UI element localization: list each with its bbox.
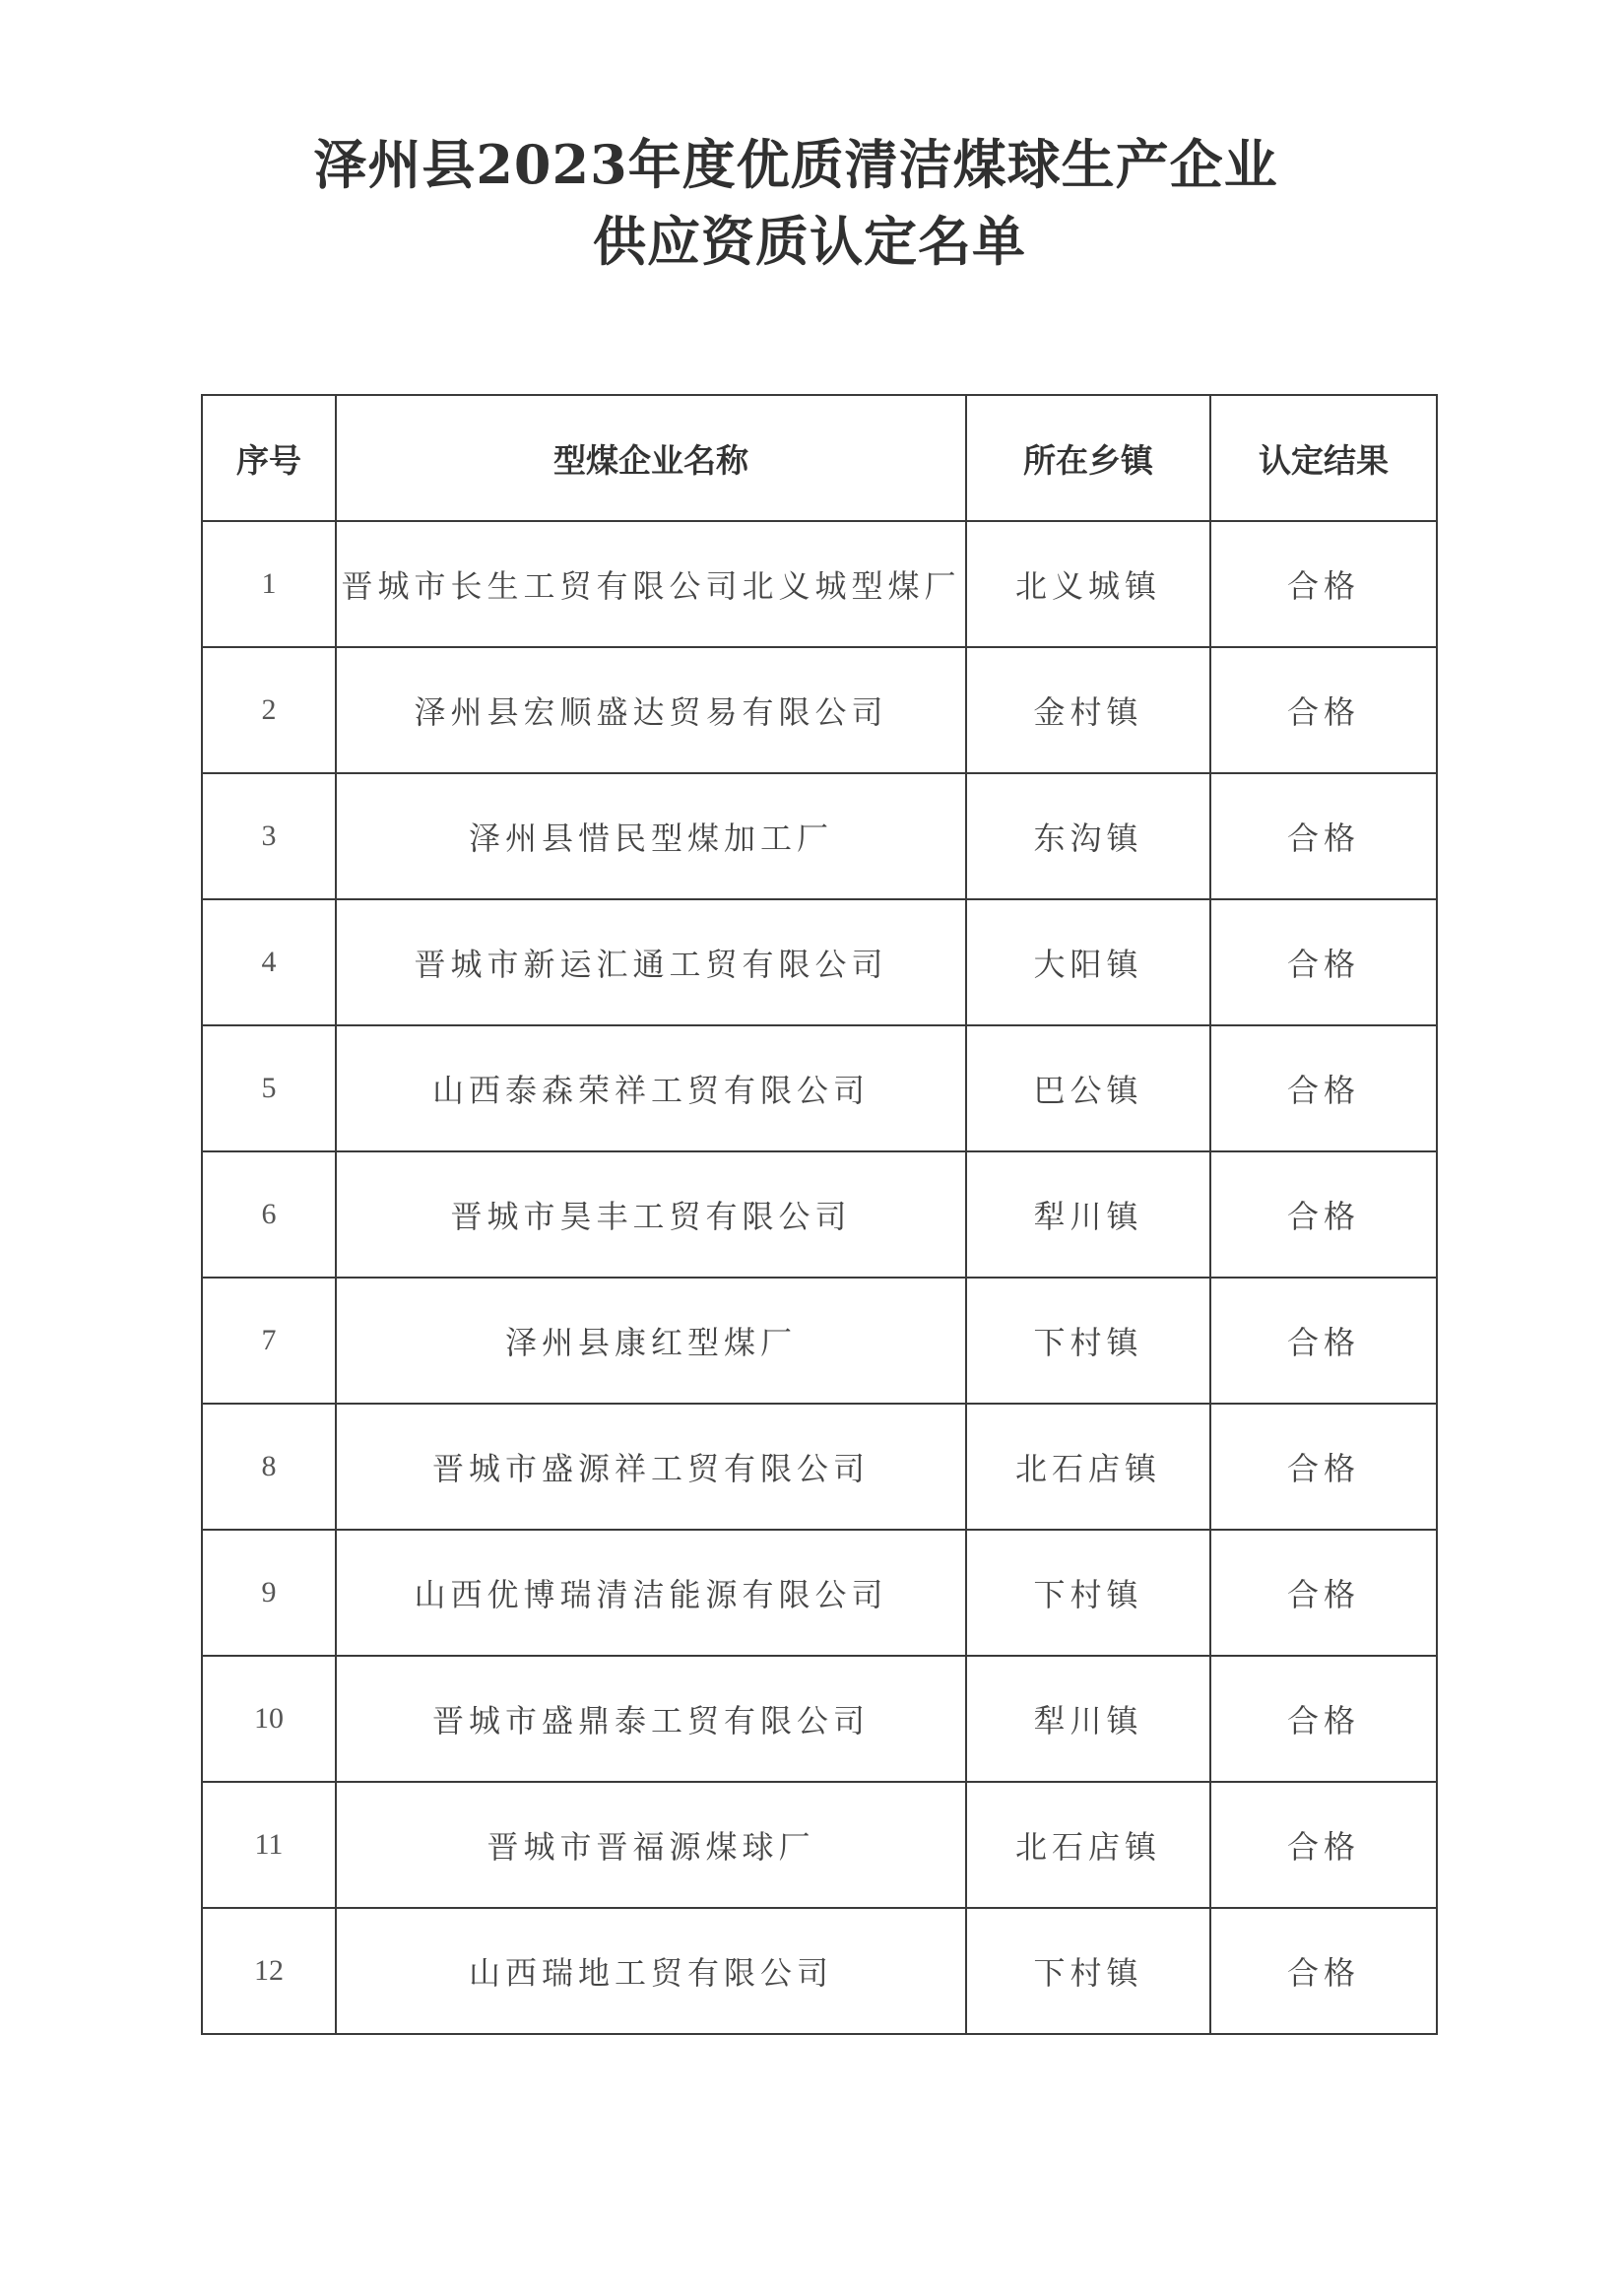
row-town: 大阳镇: [966, 899, 1210, 1025]
row-company: 晋城市晋福源煤球厂: [336, 1782, 966, 1908]
row-index: 3: [202, 773, 336, 899]
header-company: 型煤企业名称: [336, 395, 966, 521]
row-result: 合格: [1210, 1151, 1437, 1278]
row-company: 泽州县康红型煤厂: [336, 1278, 966, 1404]
row-town: 巴公镇: [966, 1025, 1210, 1151]
table-header-row: [202, 395, 1437, 521]
title-line-2: 供应资质认定名单: [593, 210, 1026, 273]
row-company: 晋城市昊丰工贸有限公司: [336, 1151, 966, 1278]
row-result: 合格: [1210, 899, 1437, 1025]
row-town: 下村镇: [966, 1278, 1210, 1404]
row-index: 10: [202, 1656, 336, 1782]
row-company: 山西瑞地工贸有限公司: [336, 1908, 966, 2034]
row-town: 犁川镇: [966, 1151, 1210, 1278]
row-town: 北石店镇: [966, 1404, 1210, 1530]
row-company: 泽州县宏顺盛达贸易有限公司: [336, 647, 966, 773]
row-index: 9: [202, 1530, 336, 1656]
row-company: 晋城市新运汇通工贸有限公司: [336, 899, 966, 1025]
table-row: [202, 773, 1437, 899]
table-row: [202, 1404, 1437, 1530]
document-title: [0, 126, 1621, 280]
row-town: 金村镇: [966, 647, 1210, 773]
row-result: 合格: [1210, 647, 1437, 773]
row-result: 合格: [1210, 1530, 1437, 1656]
row-index: 1: [202, 521, 336, 647]
row-result: 合格: [1210, 1782, 1437, 1908]
enterprise-table: [201, 394, 1438, 2035]
row-index: 8: [202, 1404, 336, 1530]
table-row: [202, 1656, 1437, 1782]
row-result: 合格: [1210, 521, 1437, 647]
row-town: 北义城镇: [966, 521, 1210, 647]
row-town: 犁川镇: [966, 1656, 1210, 1782]
table-row: [202, 647, 1437, 773]
header-index: 序号: [202, 395, 336, 521]
row-index: 2: [202, 647, 336, 773]
row-company: 山西泰森荣祥工贸有限公司: [336, 1025, 966, 1151]
row-result: 合格: [1210, 1404, 1437, 1530]
table-row: [202, 1908, 1437, 2034]
row-town: 北石店镇: [966, 1782, 1210, 1908]
row-index: 5: [202, 1025, 336, 1151]
row-result: 合格: [1210, 773, 1437, 899]
title-line-1: 泽州县2023年度优质清洁煤球生产企业: [313, 133, 1278, 196]
row-index: 4: [202, 899, 336, 1025]
table-row: [202, 1151, 1437, 1278]
table-row: [202, 521, 1437, 647]
row-result: 合格: [1210, 1278, 1437, 1404]
row-company: 山西优博瑞清洁能源有限公司: [336, 1530, 966, 1656]
header-town: 所在乡镇: [966, 395, 1210, 521]
row-index: 6: [202, 1151, 336, 1278]
row-company: 晋城市盛源祥工贸有限公司: [336, 1404, 966, 1530]
row-company: 晋城市长生工贸有限公司北义城型煤厂: [336, 521, 966, 647]
table-row: [202, 1278, 1437, 1404]
table-row: [202, 1025, 1437, 1151]
table-row: [202, 899, 1437, 1025]
header-result: 认定结果: [1210, 395, 1437, 521]
table-row: [202, 1530, 1437, 1656]
row-town: 下村镇: [966, 1908, 1210, 2034]
row-company: 泽州县惜民型煤加工厂: [336, 773, 966, 899]
row-company: 晋城市盛鼎泰工贸有限公司: [336, 1656, 966, 1782]
row-result: 合格: [1210, 1025, 1437, 1151]
table-row: [202, 1782, 1437, 1908]
row-town: 下村镇: [966, 1530, 1210, 1656]
row-result: 合格: [1210, 1656, 1437, 1782]
row-index: 7: [202, 1278, 336, 1404]
row-index: 11: [202, 1782, 336, 1908]
row-index: 12: [202, 1908, 336, 2034]
row-result: 合格: [1210, 1908, 1437, 2034]
row-town: 东沟镇: [966, 773, 1210, 899]
